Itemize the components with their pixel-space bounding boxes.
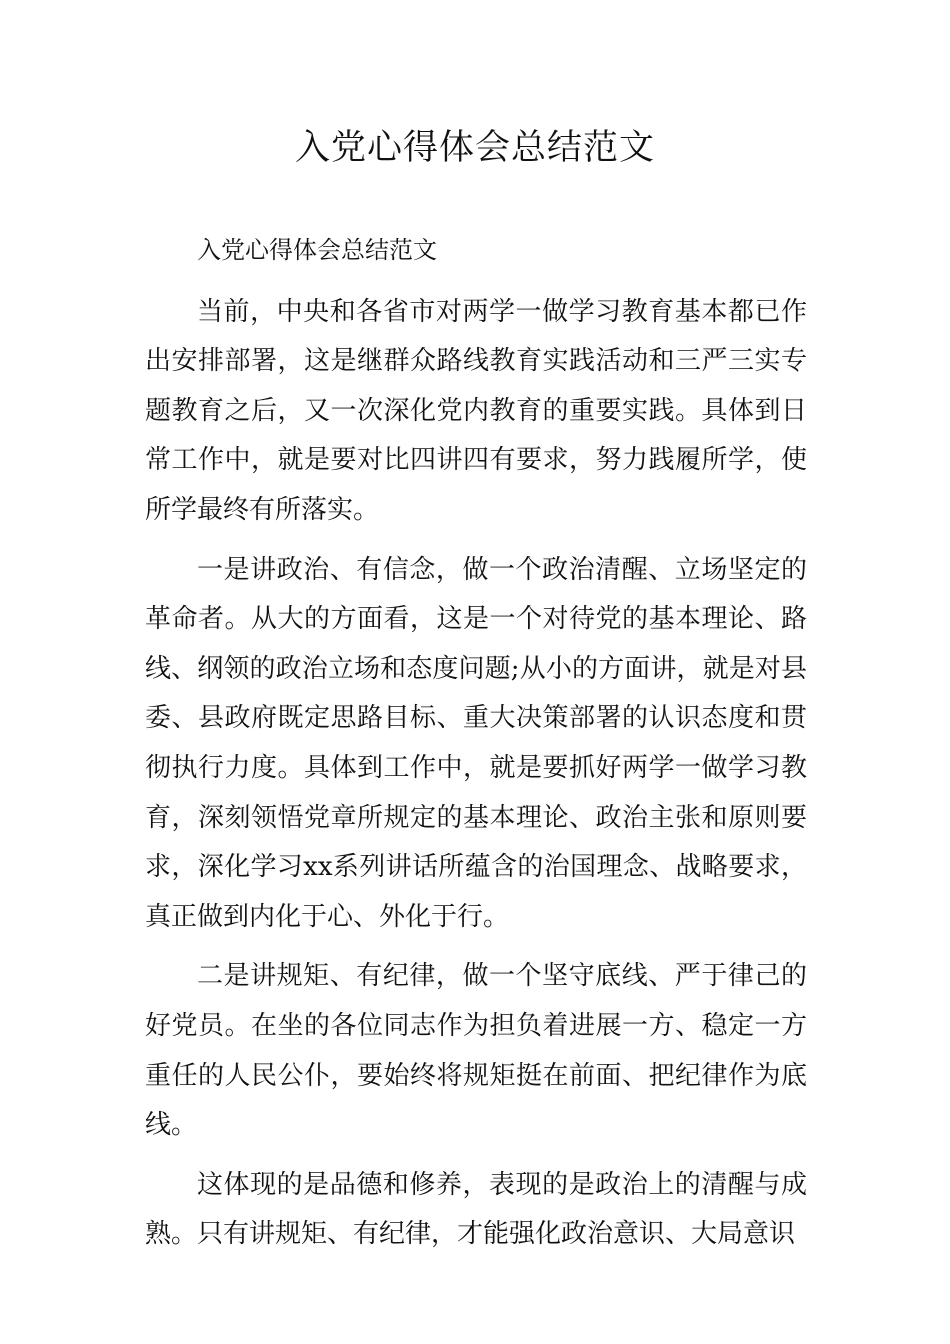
paragraph-2: 一是讲政治、有信念，做一个政治清醒、立场坚定的革命者。从大的方面看，这是一个对待党的基本理论、路线、纲领的政治立场和态度问题;从小的方面讲，就是对县委、县政府既定思路目标、重大决策部署的认识态度和贯彻执行力度。具体到工作中，就是要抓好两学一做学习教育，深刻领悟党章所规定的基本理论、政治主张和原则要求，深化学习xx系列讲话所蕴含的治国理念、战略要求，真正做到内化于心、外化于行。	[145, 554, 807, 932]
document-body	[145, 226, 807, 1260]
document-subtitle: 入党心得体会总结范文	[197, 236, 437, 264]
document-title: 入党心得体会总结范文	[294, 128, 655, 168]
paragraph-1: 当前，中央和各省市对两学一做学习教育基本都已作出安排部署，这是继群众路线教育实践活动和三严三实专题教育之后，又一次深化党内教育的重要实践。具体到日常工作中，就是要对比四讲四有要求，努力践履所学，使所学最终有所落实。	[145, 296, 807, 525]
paragraph-4: 这体现的是品德和修养，表现的是政治上的清醒与成熟。只有讲规矩、有纪律，才能强化政治意识、大局意识	[145, 1169, 807, 1250]
paragraph-3: 二是讲规矩、有纪律，做一个坚守底线、严于律己的好党员。在坐的各位同志作为担负着进展一方、稳定一方重任的人民公仆，要始终将规矩挺在前面、把纪律作为底线。	[145, 961, 807, 1141]
